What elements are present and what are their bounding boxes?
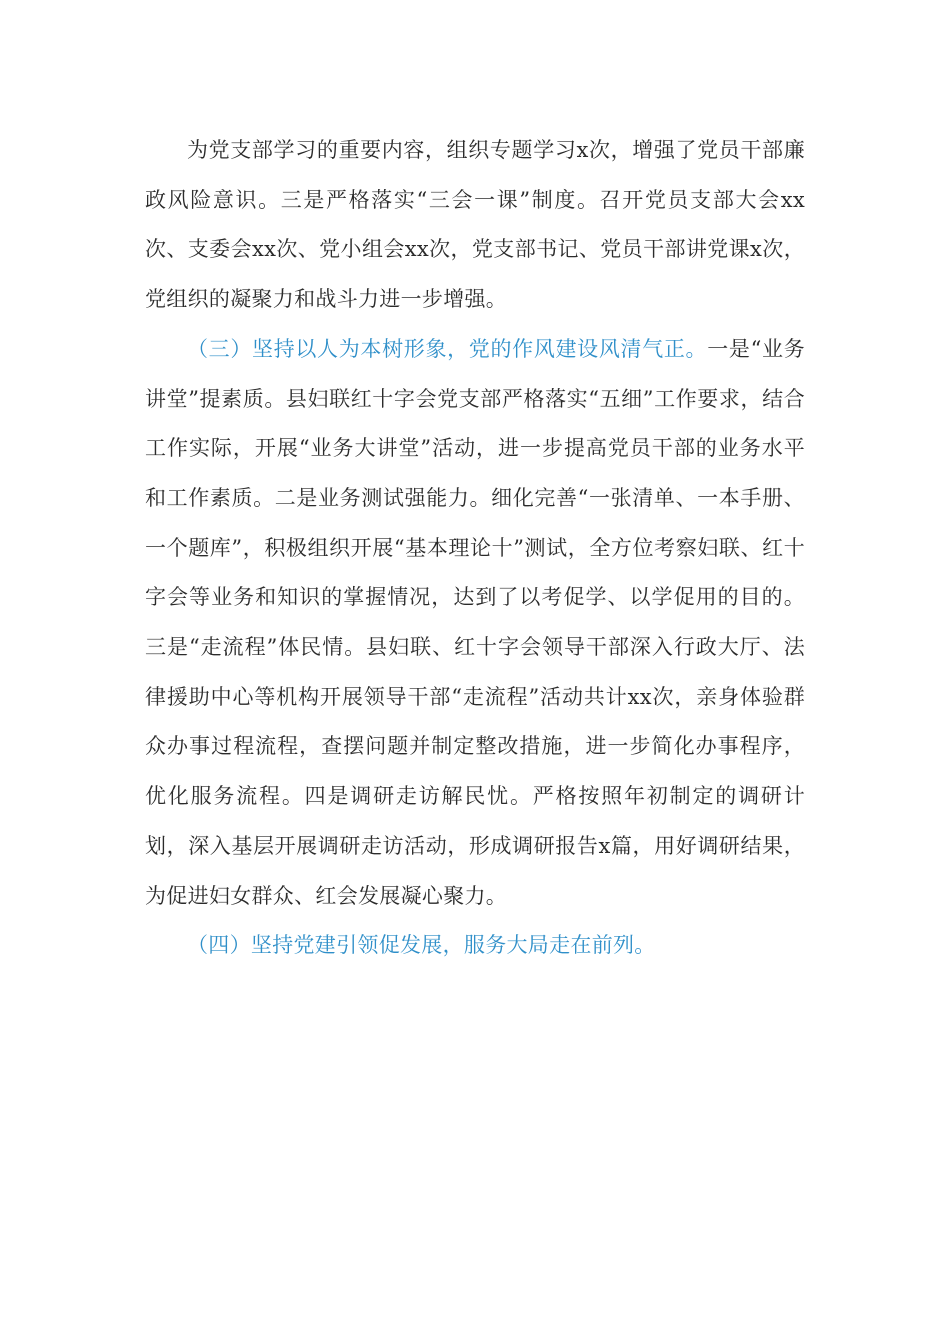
section-3-heading: （三）坚持以人为本树形象，党的作风建设风清气正。 [187,336,708,361]
paragraph-1: 为党支部学习的重要内容，组织专题学习x次，增强了党员干部廉政风险意识。三是严格落实“三会一课”制度。召开党员支部大会xx次、支委会xx次、党小组会xx次，党支部书记、党员干部讲党课x次，党组织的凝聚力和战斗力进一步增强。 [145,138,805,312]
section-4-paragraph [145,921,805,971]
document-page [145,126,805,971]
section-3-body: 一是“业务讲堂”提素质。县妇联红十字会党支部严格落实“五细”工作要求，结合工作实际，开展“业务大讲堂”活动，进一步提高党员干部的业务水平和工作素质。二是业务测试强能力。细化完善“一张清单、一本手册、一个题库”，积极组织开展“基本理论十”测试，全方位考察妇联、红十字会等业务和知识的掌握情况，达到了以考促学、以学促用的目的。三是“走流程”体民情。县妇联、红十字会领导干部深入行政大厅、法律援助中心等机构开展领导干部“走流程”活动共计xx次，亲身体验群众办事过程流程，查摆问题并制定整改措施，进一步简化办事程序，优化服务流程。四是调研走访解民忧。严格按照年初制定的调研计划，深入基层开展调研走访活动，形成调研报告x篇，用好调研结果，为促进妇女群众、红会发展凝心聚力。 [145,336,805,908]
section-4-heading: （四）坚持党建引领促发展，服务大局走在前列。 [187,933,656,958]
section-3-paragraph [145,325,805,921]
